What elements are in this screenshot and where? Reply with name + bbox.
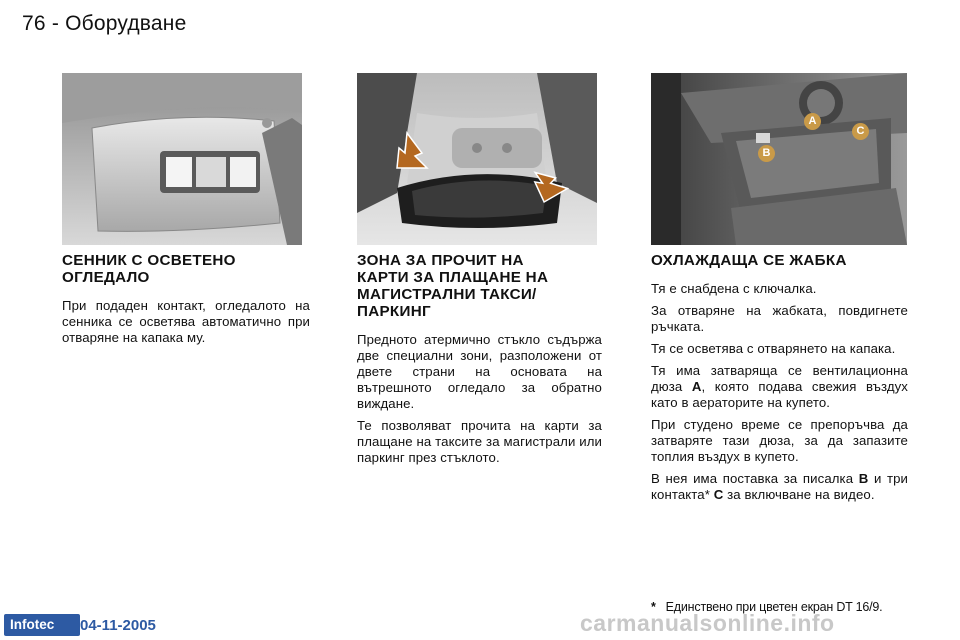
section-heading: ЗОНА ЗА ПРОЧИТ НА КАРТИ ЗА ПЛАЩАНЕ НА МАГИСТРАЛНИ ТАКСИ/ ПАРКИНГ: [357, 252, 549, 320]
header-separator: -: [51, 12, 60, 35]
footnote-text: Единствено при цветен екран DT 16/9.: [665, 600, 883, 614]
text: В нея има поставка за писалка: [651, 471, 854, 486]
label-a: A: [804, 113, 821, 130]
glove-box-photo: [651, 73, 907, 245]
paragraph-pen-holder: [651, 471, 908, 503]
section-card-reading-zone: [357, 252, 602, 472]
paragraph: Тя се осветява с отварянето на капака.: [651, 341, 896, 356]
watermark: carmanualsonline.info: [580, 610, 835, 636]
paragraph: Предното атермично стъкло съдържа две специални зони, разположени от двете страни на основата на вътрешното огледало за обратно виждане.: [357, 332, 602, 411]
text: за включване на видео.: [727, 487, 875, 502]
infotec-logo: Infotec: [4, 614, 80, 636]
sun-visor-photo: [62, 73, 302, 245]
paragraph: Тя е снабдена с ключалка.: [651, 281, 817, 296]
text: и три контакта*: [651, 471, 909, 502]
paragraph: За отваряне на жабката, повдигнете ръчката.: [651, 303, 908, 334]
section-heading: ОХЛАЖДАЩА СЕ ЖАБКА: [651, 252, 847, 269]
ref-b: B: [858, 471, 869, 486]
page-number: 76: [22, 12, 46, 35]
footnote-marker: *: [651, 600, 656, 614]
text: , която подава свежия въздух като в аераторите на купето.: [651, 379, 908, 410]
page-header: [22, 12, 186, 36]
paragraph: При студено време се препоръчва да затваряте тази дюза, за да запазите топлия въздух в купето.: [651, 417, 908, 464]
label-b: B: [758, 145, 775, 162]
section-glove-box: [651, 252, 908, 509]
section-sun-visor: [62, 252, 310, 352]
section-heading: СЕННИК С ОСВЕТЕНО ОГЛЕДАЛО: [62, 252, 236, 286]
paragraph-vent: [651, 363, 908, 411]
text: Тя има затваряща се вентилационна дюза: [651, 363, 908, 394]
ref-a: A: [691, 379, 702, 394]
label-c: C: [852, 123, 869, 140]
page-title: Оборудване: [65, 12, 187, 35]
footer-date: 04-11-2005: [80, 617, 156, 634]
ref-c: C: [713, 487, 724, 502]
paragraph: При подаден контакт, огледалото на сенника се осветява автоматично при отваряне на капака му.: [62, 298, 310, 345]
rear-mirror-photo: [357, 73, 597, 245]
paragraph: Те позволяват прочита на карти за плащане на таксите за магистрали или паркинг през стъклото.: [357, 418, 602, 465]
